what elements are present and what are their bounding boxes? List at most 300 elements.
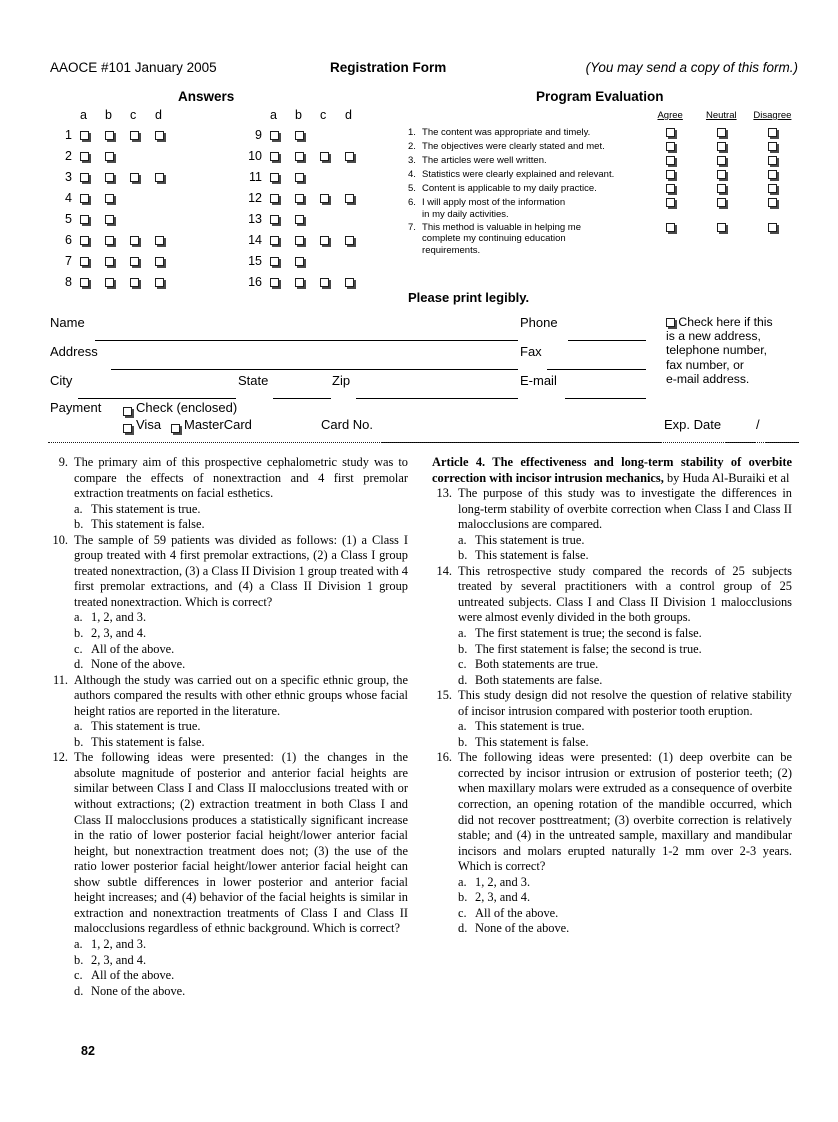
evaluation-row [408, 141, 798, 155]
answer-cell-empty [320, 250, 345, 271]
evaluation-checkbox-6-neutral[interactable] [717, 198, 726, 207]
evaluation-cell [696, 222, 747, 258]
question-number: 13. [436, 486, 452, 501]
answer-checkbox-14-b[interactable] [295, 236, 304, 245]
option-text: This statement is false. [475, 548, 589, 563]
question-item [432, 688, 792, 750]
evaluation-checkbox-6-agree[interactable] [666, 198, 675, 207]
answer-column-header-b: b [295, 107, 302, 122]
answer-row [50, 208, 180, 229]
option-text: This statement is false. [91, 517, 205, 532]
question-option[interactable] [458, 906, 792, 922]
city-label: City [50, 373, 73, 388]
answer-row-number-6: 6 [65, 232, 72, 247]
question-option[interactable] [458, 875, 792, 891]
answer-checkbox-6-a[interactable] [80, 236, 89, 245]
answer-cell-empty [320, 166, 345, 187]
answer-checkbox-2-a[interactable] [80, 152, 89, 161]
answer-checkbox-4-b[interactable] [105, 194, 114, 203]
question-number: 14. [436, 563, 452, 578]
evaluation-row [408, 183, 798, 197]
question-option[interactable] [458, 626, 792, 642]
answer-header-row [50, 105, 180, 124]
answer-checkbox-4-a[interactable] [80, 194, 89, 203]
option-letter: c. [74, 968, 83, 983]
evaluation-checkbox-5-agree[interactable] [666, 184, 675, 193]
question-text: This study design did not resolve the question of relative stability of incisor intrusion compared with posterior tooth eruption. [458, 688, 792, 718]
answer-cell-16-b [295, 271, 320, 292]
question-option[interactable] [458, 642, 792, 658]
evaluation-checkbox-3-neutral[interactable] [717, 156, 726, 165]
option-text: Both statements are true. [475, 657, 599, 672]
fax-input-line[interactable] [547, 358, 646, 370]
answer-cell-14-c [320, 229, 345, 250]
answer-row-number-3: 3 [65, 169, 72, 184]
answer-checkbox-12-d[interactable] [345, 194, 354, 203]
answer-checkbox-8-c[interactable] [130, 278, 139, 287]
questions-column-right [432, 455, 792, 937]
option-letter: c. [74, 641, 83, 656]
answer-cell-10-d [345, 145, 370, 166]
answer-row [50, 145, 180, 166]
answer-cell-empty [345, 250, 370, 271]
answer-checkbox-13-b[interactable] [295, 215, 304, 224]
answer-checkbox-12-c[interactable] [320, 194, 329, 203]
answer-row-number-13: 13 [248, 211, 262, 226]
new-address-note-text-0: Check here if this [678, 315, 773, 329]
answer-row-number-1: 1 [65, 127, 72, 142]
answer-checkbox-16-b[interactable] [295, 278, 304, 287]
answer-row [240, 166, 370, 187]
answer-row [50, 229, 180, 250]
answer-checkbox-3-a[interactable] [80, 173, 89, 182]
answer-row-number-2: 2 [65, 148, 72, 163]
evaluation-checkbox-7-agree[interactable] [666, 223, 675, 232]
evaluation-cell [747, 155, 798, 169]
evaluation-row [408, 155, 798, 169]
answer-cell-1-a [80, 124, 105, 145]
answer-row [240, 187, 370, 208]
answer-cell-14-d [345, 229, 370, 250]
answer-cell-empty [345, 166, 370, 187]
option-text: This statement is true. [475, 719, 585, 734]
option-text: The first statement is true; the second is false. [475, 626, 702, 641]
answer-checkbox-3-b[interactable] [105, 173, 114, 182]
answer-checkbox-10-c[interactable] [320, 152, 329, 161]
question-option[interactable] [74, 502, 408, 518]
answer-header-spacer [50, 105, 80, 124]
name-input-line[interactable] [95, 329, 518, 341]
evaluation-checkbox-7-disagree[interactable] [768, 223, 777, 232]
answer-checkbox-9-a[interactable] [270, 131, 279, 140]
program-evaluation-title: Program Evaluation [536, 89, 664, 104]
answer-checkbox-16-a[interactable] [270, 278, 279, 287]
answer-checkbox-7-c[interactable] [130, 257, 139, 266]
answer-checkbox-2-b[interactable] [105, 152, 114, 161]
question-option[interactable] [458, 890, 792, 906]
option-letter: a. [458, 719, 467, 734]
option-letter: b. [458, 734, 468, 749]
answer-row [240, 208, 370, 229]
answer-header-row [240, 105, 370, 124]
evaluation-checkbox-7-neutral[interactable] [717, 223, 726, 232]
answer-row-number-11: 11 [249, 169, 262, 184]
question-option[interactable] [74, 626, 408, 642]
answer-cell-6-c [130, 229, 155, 250]
answer-cell-3-a [80, 166, 105, 187]
answer-cell-empty [155, 208, 180, 229]
answer-checkbox-15-b[interactable] [295, 257, 304, 266]
answer-row-number-16: 16 [248, 274, 262, 289]
option-letter: b. [74, 734, 84, 749]
evaluation-item-number: 1. [408, 126, 416, 138]
evaluation-row [408, 197, 798, 222]
answer-checkbox-12-a[interactable] [270, 194, 279, 203]
question-text: The following ideas were presented: (1) the changes in the absolute magnitude of posterior and anterior facial heights are similar between Class I and Class II malocclusions treated with or without extractions; (2) extraction treatment in both Class I and Class II malocclusions produces a statistically significant increase in the ratio of lower posterior facial height/lower anterior facial height, but nonextraction treatment does not; (3) the use of the ratio lower posterior facial height/lower anterior facial height can show subtle differences in lower posterior and anterior facial height increases; and (4) behavior of the facial heights is similar in extraction and nonextraction treatments of Class I and Class II malocclusions regardless of ethnic background. Which is correct? [74, 750, 408, 936]
question-item [48, 533, 408, 673]
answer-checkbox-5-b[interactable] [105, 215, 114, 224]
answer-checkbox-14-c[interactable] [320, 236, 329, 245]
evaluation-checkbox-5-neutral[interactable] [717, 184, 726, 193]
option-letter: d. [458, 921, 468, 936]
answer-cell-empty [345, 124, 370, 145]
evaluation-item-text: Statistics were clearly explained and relevant. [422, 168, 615, 180]
check-enclosed-label: Check (enclosed) [136, 400, 238, 415]
evaluation-checkbox-6-disagree[interactable] [768, 198, 777, 207]
evaluation-column-header-neutral: Neutral [705, 110, 737, 121]
answer-column-header-a: a [80, 107, 87, 122]
print-legibly-note: Please print legibly. [408, 290, 530, 305]
answer-checkbox-1-d[interactable] [155, 131, 164, 140]
answer-column-header-c: c [130, 107, 137, 122]
evaluation-item-text-cont: in my daily activities. [422, 208, 509, 220]
answer-row [50, 124, 180, 145]
answer-checkbox-14-d[interactable] [345, 236, 354, 245]
answer-checkbox-12-b[interactable] [295, 194, 304, 203]
answer-row [50, 250, 180, 271]
evaluation-checkbox-5-disagree[interactable] [768, 184, 777, 193]
evaluation-header-cell [696, 110, 747, 127]
phone-input-line[interactable] [568, 329, 646, 341]
answer-checkbox-8-d[interactable] [155, 278, 164, 287]
answer-cell-16-a [270, 271, 295, 292]
field-row-card [50, 415, 798, 441]
question-number: 12. [52, 750, 68, 765]
evaluation-item-text: I will apply most of the information in my daily activities. [422, 197, 645, 222]
answer-cell-16-c [320, 271, 345, 292]
header-issue-label: AAOCE #101 January 2005 [50, 60, 217, 75]
answer-cell-6-b [105, 229, 130, 250]
answer-row-number-14: 14 [248, 232, 262, 247]
answer-table-left [50, 105, 180, 292]
new-address-note-line-4: e-mail address. [666, 371, 750, 386]
answer-row-number-7: 7 [65, 253, 72, 268]
evaluation-cell [747, 197, 798, 222]
answer-row-number-5: 5 [65, 211, 72, 226]
option-text: None of the above. [91, 983, 186, 998]
answer-checkbox-15-a[interactable] [270, 257, 279, 266]
question-option[interactable] [74, 984, 408, 1000]
evaluation-cell [747, 222, 798, 258]
answer-cell-6-d [155, 229, 180, 250]
evaluation-checkbox-1-neutral[interactable] [717, 128, 726, 137]
evaluation-cell [645, 183, 696, 197]
article-heading [432, 455, 792, 486]
answer-cell-10-c [320, 145, 345, 166]
answer-cell-7-a [80, 250, 105, 271]
option-letter: b. [458, 890, 468, 905]
name-label: Name [50, 315, 85, 330]
answer-cell-2-a [80, 145, 105, 166]
question-number: 10. [52, 532, 68, 547]
option-text: All of the above. [91, 968, 175, 983]
question-text: The sample of 59 patients was divided as follows: (1) a Class I group treated with 4 first premolar extractions, (2) a Class I group treated nonextraction, (3) a Class II Division 1 group treated with 4 first premolar extractions, and (4) a Class II Division 1 group treated nonextraction. Which is correct? [74, 532, 408, 609]
answer-row [240, 229, 370, 250]
option-text: All of the above. [91, 641, 175, 656]
section-divider [48, 442, 798, 443]
answer-cell-6-a [80, 229, 105, 250]
answer-row [50, 166, 180, 187]
answers-section-title: Answers [178, 89, 235, 104]
answer-checkbox-7-b[interactable] [105, 257, 114, 266]
option-letter: b. [74, 952, 84, 967]
answer-checkbox-7-d[interactable] [155, 257, 164, 266]
answer-row-number-4: 4 [65, 190, 72, 205]
answer-row-number-9: 9 [255, 127, 262, 142]
new-address-note-line-1: is a new address, [666, 329, 761, 344]
question-option[interactable] [458, 921, 792, 937]
option-text: This statement is false. [475, 734, 589, 749]
question-number: 11. [52, 672, 68, 687]
option-letter: a. [74, 936, 83, 951]
email-label: E-mail [520, 373, 557, 388]
question-option[interactable] [74, 968, 408, 984]
answer-checkbox-6-b[interactable] [105, 236, 114, 245]
answer-row [50, 187, 180, 208]
evaluation-item-number: 4. [408, 168, 416, 180]
answer-cell-5-b [105, 208, 130, 229]
evaluation-checkbox-4-agree[interactable] [666, 170, 675, 179]
answer-checkbox-6-c[interactable] [130, 236, 139, 245]
state-label: State [238, 373, 269, 388]
answer-cell-1-d [155, 124, 180, 145]
answer-grid-left [50, 105, 180, 292]
answer-cell-3-b [105, 166, 130, 187]
answer-table-right [240, 105, 370, 292]
question-option[interactable] [458, 548, 792, 564]
answer-checkbox-14-a[interactable] [270, 236, 279, 245]
answer-row [240, 124, 370, 145]
evaluation-item-text-cont: requirements. [422, 244, 481, 256]
option-text: None of the above. [91, 657, 186, 672]
question-option[interactable] [458, 735, 792, 751]
answer-checkbox-11-a[interactable] [270, 173, 279, 182]
answer-cell-empty [155, 145, 180, 166]
option-letter: c. [458, 905, 467, 920]
evaluation-cell [747, 183, 798, 197]
option-text: This statement is true. [91, 501, 201, 516]
answer-cell-9-a [270, 124, 295, 145]
header-copy-note: (You may send a copy of this form.) [585, 60, 798, 75]
answer-cell-12-d [345, 187, 370, 208]
checkbox-new-address[interactable] [666, 318, 675, 327]
option-text: 2, 3, and 4. [475, 890, 531, 905]
evaluation-checkbox-3-agree[interactable] [666, 156, 675, 165]
answer-checkbox-13-a[interactable] [270, 215, 279, 224]
answer-checkbox-16-c[interactable] [320, 278, 329, 287]
evaluation-checkbox-3-disagree[interactable] [768, 156, 777, 165]
question-option[interactable] [74, 719, 408, 735]
answer-cell-1-b [105, 124, 130, 145]
answer-cell-empty [320, 124, 345, 145]
visa-label: Visa [136, 417, 162, 432]
answer-cell-7-d [155, 250, 180, 271]
address-input-line[interactable] [111, 358, 518, 370]
question-text: The purpose of this study was to investigate the differences in long-term stability of overbite correction when Class I and Class II malocclusions are compared. [458, 486, 792, 532]
question-option[interactable] [458, 657, 792, 673]
question-item [48, 750, 408, 999]
answer-row [240, 145, 370, 166]
answer-checkbox-6-d[interactable] [155, 236, 164, 245]
answer-checkbox-3-d[interactable] [155, 173, 164, 182]
answer-checkbox-1-a[interactable] [80, 131, 89, 140]
answer-row [50, 271, 180, 292]
answer-checkbox-8-b[interactable] [105, 278, 114, 287]
answer-checkbox-1-c[interactable] [130, 131, 139, 140]
checkbox-mastercard[interactable] [171, 424, 180, 433]
option-letter: b. [458, 641, 468, 656]
question-option[interactable] [74, 642, 408, 658]
new-address-note-line-0 [666, 315, 798, 329]
question-number: 9. [58, 455, 68, 469]
answer-cell-empty [130, 208, 155, 229]
answer-row-number-12: 12 [248, 190, 262, 205]
answer-checkbox-7-a[interactable] [80, 257, 89, 266]
answer-cell-10-a [270, 145, 295, 166]
option-text: 2, 3, and 4. [91, 626, 147, 641]
answer-checkbox-10-a[interactable] [270, 152, 279, 161]
answer-checkbox-8-a[interactable] [80, 278, 89, 287]
evaluation-cell [645, 222, 696, 258]
option-text: Both statements are false. [475, 672, 603, 687]
evaluation-column-header-disagree: Disagree [753, 110, 792, 121]
checkbox-visa[interactable] [123, 424, 132, 433]
option-letter: d. [74, 983, 84, 998]
answer-cell-2-b [105, 145, 130, 166]
answer-cell-8-d [155, 271, 180, 292]
answer-cell-8-b [105, 271, 130, 292]
answer-cell-12-a [270, 187, 295, 208]
option-text: 1, 2, and 3. [91, 936, 147, 951]
evaluation-row [408, 169, 798, 183]
evaluation-checkbox-4-neutral[interactable] [717, 170, 726, 179]
page-number: 82 [81, 1044, 95, 1058]
question-option[interactable] [74, 610, 408, 626]
answer-checkbox-10-b[interactable] [295, 152, 304, 161]
evaluation-cell [696, 155, 747, 169]
evaluation-header-row [408, 110, 798, 127]
question-option[interactable] [74, 735, 408, 751]
option-letter: a. [458, 532, 467, 547]
answer-row-number-8: 8 [65, 274, 72, 289]
answer-cell-11-b [295, 166, 320, 187]
question-option[interactable] [74, 937, 408, 953]
question-number: 16. [436, 750, 452, 765]
answer-row [240, 250, 370, 271]
payment-label: Payment [50, 400, 102, 415]
answer-row-number-10: 10 [248, 148, 262, 163]
article-title: Article 4. The effectiveness and long-term stability of overbite correction with incisor intrusion mechanics, [432, 455, 792, 485]
option-letter: a. [74, 610, 83, 625]
question-option[interactable] [74, 657, 408, 673]
answer-cell-8-a [80, 271, 105, 292]
answer-cell-9-b [295, 124, 320, 145]
evaluation-header-spacer [408, 110, 422, 127]
question-item [48, 673, 408, 751]
evaluation-checkbox-4-disagree[interactable] [768, 170, 777, 179]
question-option[interactable] [458, 673, 792, 689]
answer-row [240, 271, 370, 292]
evaluation-checkbox-2-agree[interactable] [666, 142, 675, 151]
answer-checkbox-10-d[interactable] [345, 152, 354, 161]
answer-checkbox-3-c[interactable] [130, 173, 139, 182]
option-letter: a. [458, 626, 467, 641]
evaluation-cell [747, 141, 798, 155]
evaluation-cell [645, 197, 696, 222]
answer-checkbox-11-b[interactable] [295, 173, 304, 182]
question-text: The primary aim of this prospective cephalometric study was to compare the effects of nonextraction and 4 first premolar extraction treatments on facial esthetics. [74, 455, 408, 501]
option-letter: a. [458, 874, 467, 889]
article-byline: by Huda Al-Buraiki et al [663, 470, 790, 485]
answer-cell-4-a [80, 187, 105, 208]
evaluation-header-spacer-2 [422, 110, 645, 127]
answer-checkbox-9-b[interactable] [295, 131, 304, 140]
answer-column-header-c: c [320, 107, 327, 122]
answer-checkbox-1-b[interactable] [105, 131, 114, 140]
evaluation-checkbox-1-disagree[interactable] [768, 128, 777, 137]
question-option[interactable] [74, 517, 408, 533]
option-text: 1, 2, and 3. [475, 874, 531, 889]
option-letter: a. [74, 501, 83, 516]
option-text: This statement is true. [475, 532, 585, 547]
question-item [432, 564, 792, 688]
evaluation-item-text: The content was appropriate and timely. [422, 126, 591, 138]
evaluation-checkbox-1-agree[interactable] [666, 128, 675, 137]
evaluation-item-number: 3. [408, 154, 416, 166]
answer-cell-7-b [105, 250, 130, 271]
answer-column-header-a: a [270, 107, 277, 122]
question-option[interactable] [458, 533, 792, 549]
answer-cell-13-a [270, 208, 295, 229]
answer-cell-14-a [270, 229, 295, 250]
question-text: The following ideas were presented: (1) deep overbite can be corrected by incisor intrusion or extrusion of posterior teeth; (2) when maxillary molars were extruded as a consequence of overbite correction, an opening rotation of the mandible occurred, which did not recover posttreatment; (3) overbite correction is relatively stable; and (4) in the untreated sample, maxillary and mandibular incisors and molars erupted naturally 1-2 mm over 2-3 years. Which is correct? [458, 750, 792, 874]
page-title: Registration Form [330, 60, 447, 75]
answer-cell-empty [130, 187, 155, 208]
evaluation-checkbox-2-neutral[interactable] [717, 142, 726, 151]
answer-cell-5-a [80, 208, 105, 229]
question-option[interactable] [74, 953, 408, 969]
evaluation-cell [645, 155, 696, 169]
question-option[interactable] [458, 719, 792, 735]
answer-cell-12-b [295, 187, 320, 208]
evaluation-item-text: This method is valuable in helping me complete my continuing education requirements. [422, 222, 645, 258]
question-item [48, 455, 408, 533]
evaluation-cell [696, 141, 747, 155]
answer-checkbox-16-d[interactable] [345, 278, 354, 287]
option-letter: d. [458, 672, 468, 687]
answer-checkbox-5-a[interactable] [80, 215, 89, 224]
evaluation-checkbox-2-disagree[interactable] [768, 142, 777, 151]
